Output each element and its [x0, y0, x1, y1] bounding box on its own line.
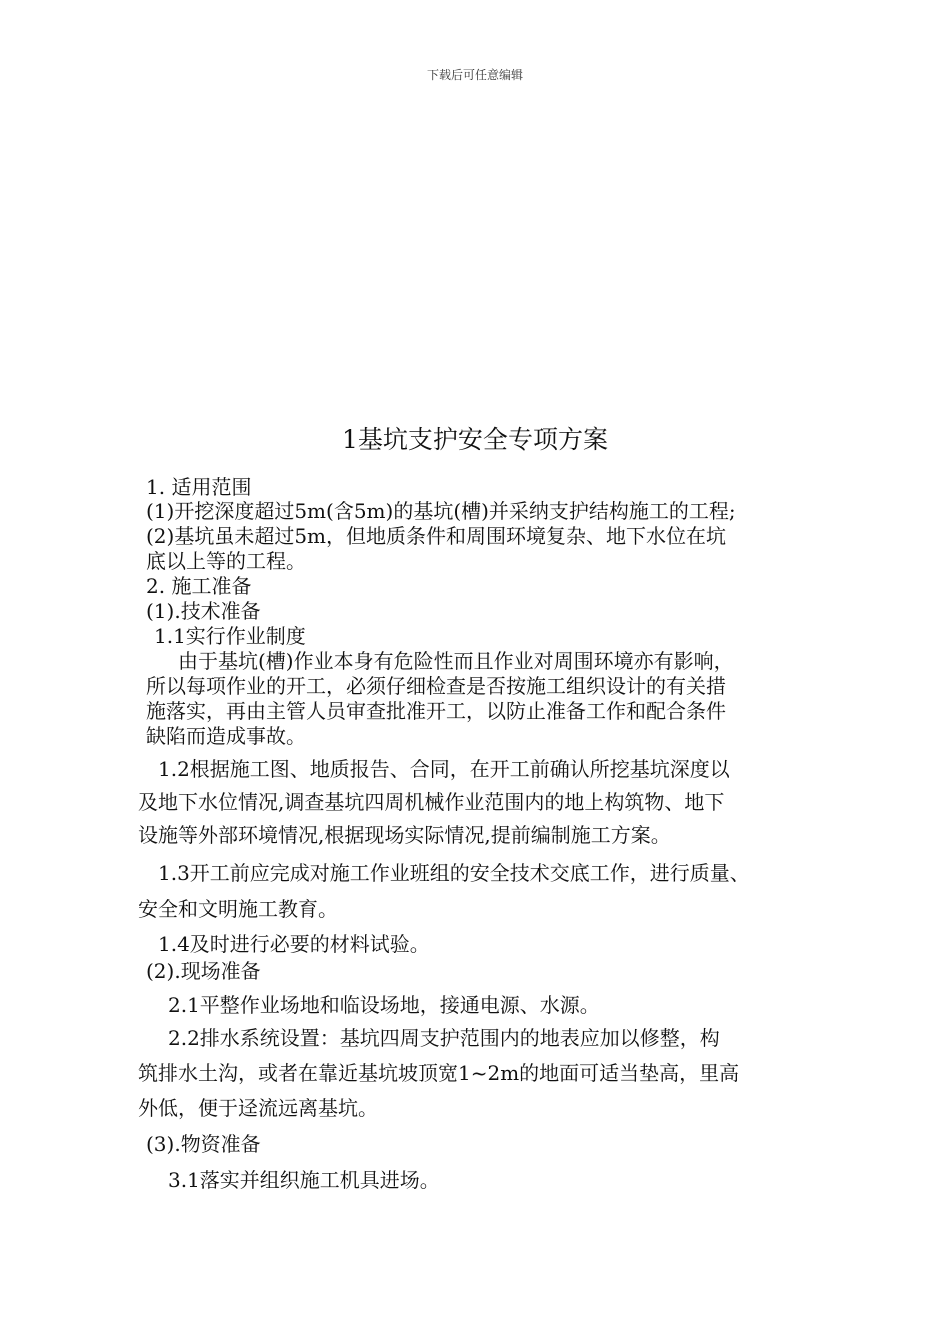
section-heading: 2. 施工准备: [146, 574, 252, 598]
text-line: 安全和文明施工教育。: [138, 897, 338, 921]
document-title: 1基坑支护安全专项方案: [342, 425, 608, 454]
text-line: 外低，便于迳流远离基坑。: [138, 1096, 378, 1120]
subsection-heading: (2).现场准备: [146, 959, 261, 983]
text-line: (2)基坑虽未超过5m，但地质条件和周围环境复杂、地下水位在坑: [146, 524, 727, 548]
section-heading: 1. 适用范围: [146, 475, 252, 499]
text-line: 所以每项作业的开工，必须仔细检查是否按施工组织设计的有关措: [146, 674, 726, 698]
text-line: 1.3开工前应完成对施工作业班组的安全技术交底工作，进行质量、: [158, 861, 750, 885]
text-line: 及地下水位情况,调查基坑四周机械作业范围内的地上构筑物、地下: [138, 790, 725, 814]
text-line: 2.2排水系统设置：基坑四周支护范围内的地表应加以修整，构: [168, 1026, 720, 1050]
text-line: 3.1落实并组织施工机具进场。: [168, 1168, 440, 1192]
text-line: 底以上等的工程。: [146, 549, 306, 573]
text-line: 2.1平整作业场地和临设场地，接通电源、水源。: [168, 993, 600, 1017]
text-line: 筑排水土沟，或者在靠近基坑坡顶宽1~2m的地面可适当垫高，里高: [138, 1061, 740, 1085]
subsection-heading: (3).物资准备: [146, 1132, 261, 1156]
text-line: 设施等外部环境情况,根据现场实际情况,提前编制施工方案。: [138, 823, 671, 847]
text-line: 由于基坑(槽)作业本身有危险性而且作业对周围环境亦有影响，: [178, 649, 734, 673]
subsection-heading: (1).技术准备: [146, 599, 261, 623]
text-line: (1)开挖深度超过5m(含5m)的基坑(槽)并采纳支护结构施工的工程;: [146, 499, 736, 523]
text-line: 缺陷而造成事故。: [146, 724, 306, 748]
text-line: 施落实，再由主管人员审查批准开工，以防止准备工作和配合条件: [146, 699, 726, 723]
item-heading: 1.1实行作业制度: [154, 624, 306, 648]
text-line: 1.4及时进行必要的材料试验。: [158, 932, 430, 956]
text-line: 1.2根据施工图、地质报告、合同，在开工前确认所挖基坑深度以: [158, 757, 730, 781]
header-note: 下载后可任意编辑: [426, 68, 523, 82]
